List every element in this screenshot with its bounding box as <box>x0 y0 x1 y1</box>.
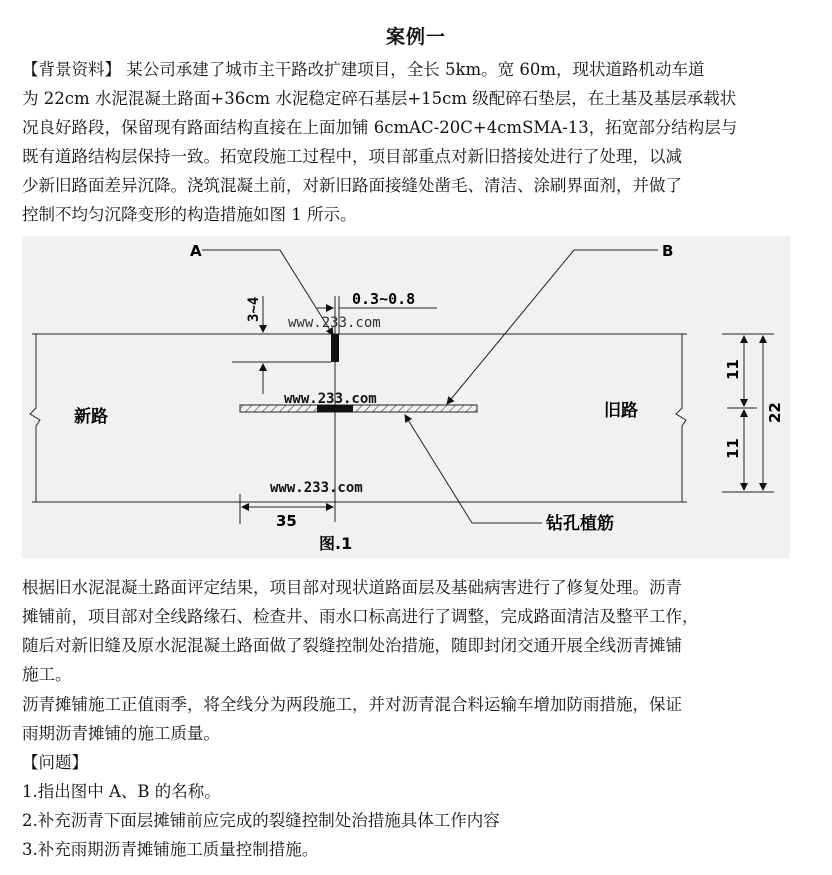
question-item: 3.补充雨期沥青摊铺施工质量控制措施。 <box>22 840 319 859</box>
background-paragraph <box>22 55 812 229</box>
text-line: 沥青摊铺施工正值雨季，将全线分为两段施工，并对沥青混合料运输车增加防雨措施，保证 <box>22 695 682 714</box>
dim-total-label: 22 <box>766 402 784 423</box>
watermark-bottom: www.233.com <box>270 480 363 496</box>
question-item: 1.指出图中 A、B 的名称。 <box>22 782 221 801</box>
text-line: 摊铺前，项目部对全线路缘石、检查井、雨水口标高进行了调整，完成路面清洁及整平工作， <box>22 607 699 626</box>
label-b: B <box>662 242 674 260</box>
watermark-mid: www.233.com <box>284 391 377 407</box>
questions-section <box>22 748 812 864</box>
case-title: 案例一 <box>385 26 446 48</box>
text-line: 既有道路结构层保持一致。拓宽段施工过程中，项目部重点对新旧搭接处进行了处理，以减 <box>22 147 682 166</box>
new-road-label: 新路 <box>74 407 108 427</box>
text-line: 控制不均匀沉降变形的构造措施如图 1 所示。 <box>22 205 357 224</box>
text-line: 根据旧水泥混凝土路面评定结果，项目部对现状道路面层及基础病害进行了修复处理。沥青 <box>22 578 682 597</box>
rebar-label: 钻孔植筋 <box>546 514 614 534</box>
dim-upper-label: 11 <box>724 359 742 380</box>
break-mark-left <box>30 334 40 502</box>
dim-width-label: 35 <box>276 512 297 530</box>
text-line: 雨期沥青摊铺的施工质量。 <box>22 724 220 743</box>
questions-heading: 【问题】 <box>22 753 88 772</box>
text-line: 况良好路段，保留现有路面结构直接在上面加铺 6cmAC-20C+4cmSMA-13，拓宽部分结构层与 <box>22 118 738 137</box>
text-line: 为 22cm 水泥混凝土路面+36cm 水泥稳定碎石基层+15cm 级配碎石垫层，在土基及基层承载状 <box>22 89 737 108</box>
dim-gap-label: 0.3~0.8 <box>352 290 416 308</box>
repair-paragraph <box>22 573 812 689</box>
text-line: 少新旧路面差异沉降。浇筑混凝土前，对新旧路面接缝处凿毛、清洁、涂刷界面剂，并做了 <box>22 176 682 195</box>
leader-b-diagonal <box>447 250 574 404</box>
text-line: 施工。 <box>22 665 72 684</box>
text-line: 随后对新旧缝及原水泥混凝土路面做了裂缝控制处治措施，随即封闭交通开展全线沥青摊铺 <box>22 636 682 655</box>
old-road-label: 旧路 <box>604 401 638 421</box>
question-item: 2.补充沥青下面层摊铺前应完成的裂缝控制处治措施具体工作内容 <box>22 811 500 830</box>
label-a: A <box>190 242 202 260</box>
dim-lower-label: 11 <box>724 438 742 459</box>
dim-3-4-label: 3~4 <box>246 296 262 322</box>
joint-groove <box>331 334 339 362</box>
figure-1 <box>22 236 790 558</box>
rain-paragraph <box>22 690 812 748</box>
watermark-top: www.233.com <box>288 315 381 331</box>
rebar-leader-diagonal <box>405 415 472 523</box>
figure-caption: 图.1 <box>319 534 353 553</box>
joint-diagram <box>22 236 790 558</box>
text-line: 【背景资料】 某公司承建了城市主干路改扩建项目，全长 5km。宽 60m，现状道路机动车道 <box>22 60 705 79</box>
break-mark-right <box>676 334 686 502</box>
